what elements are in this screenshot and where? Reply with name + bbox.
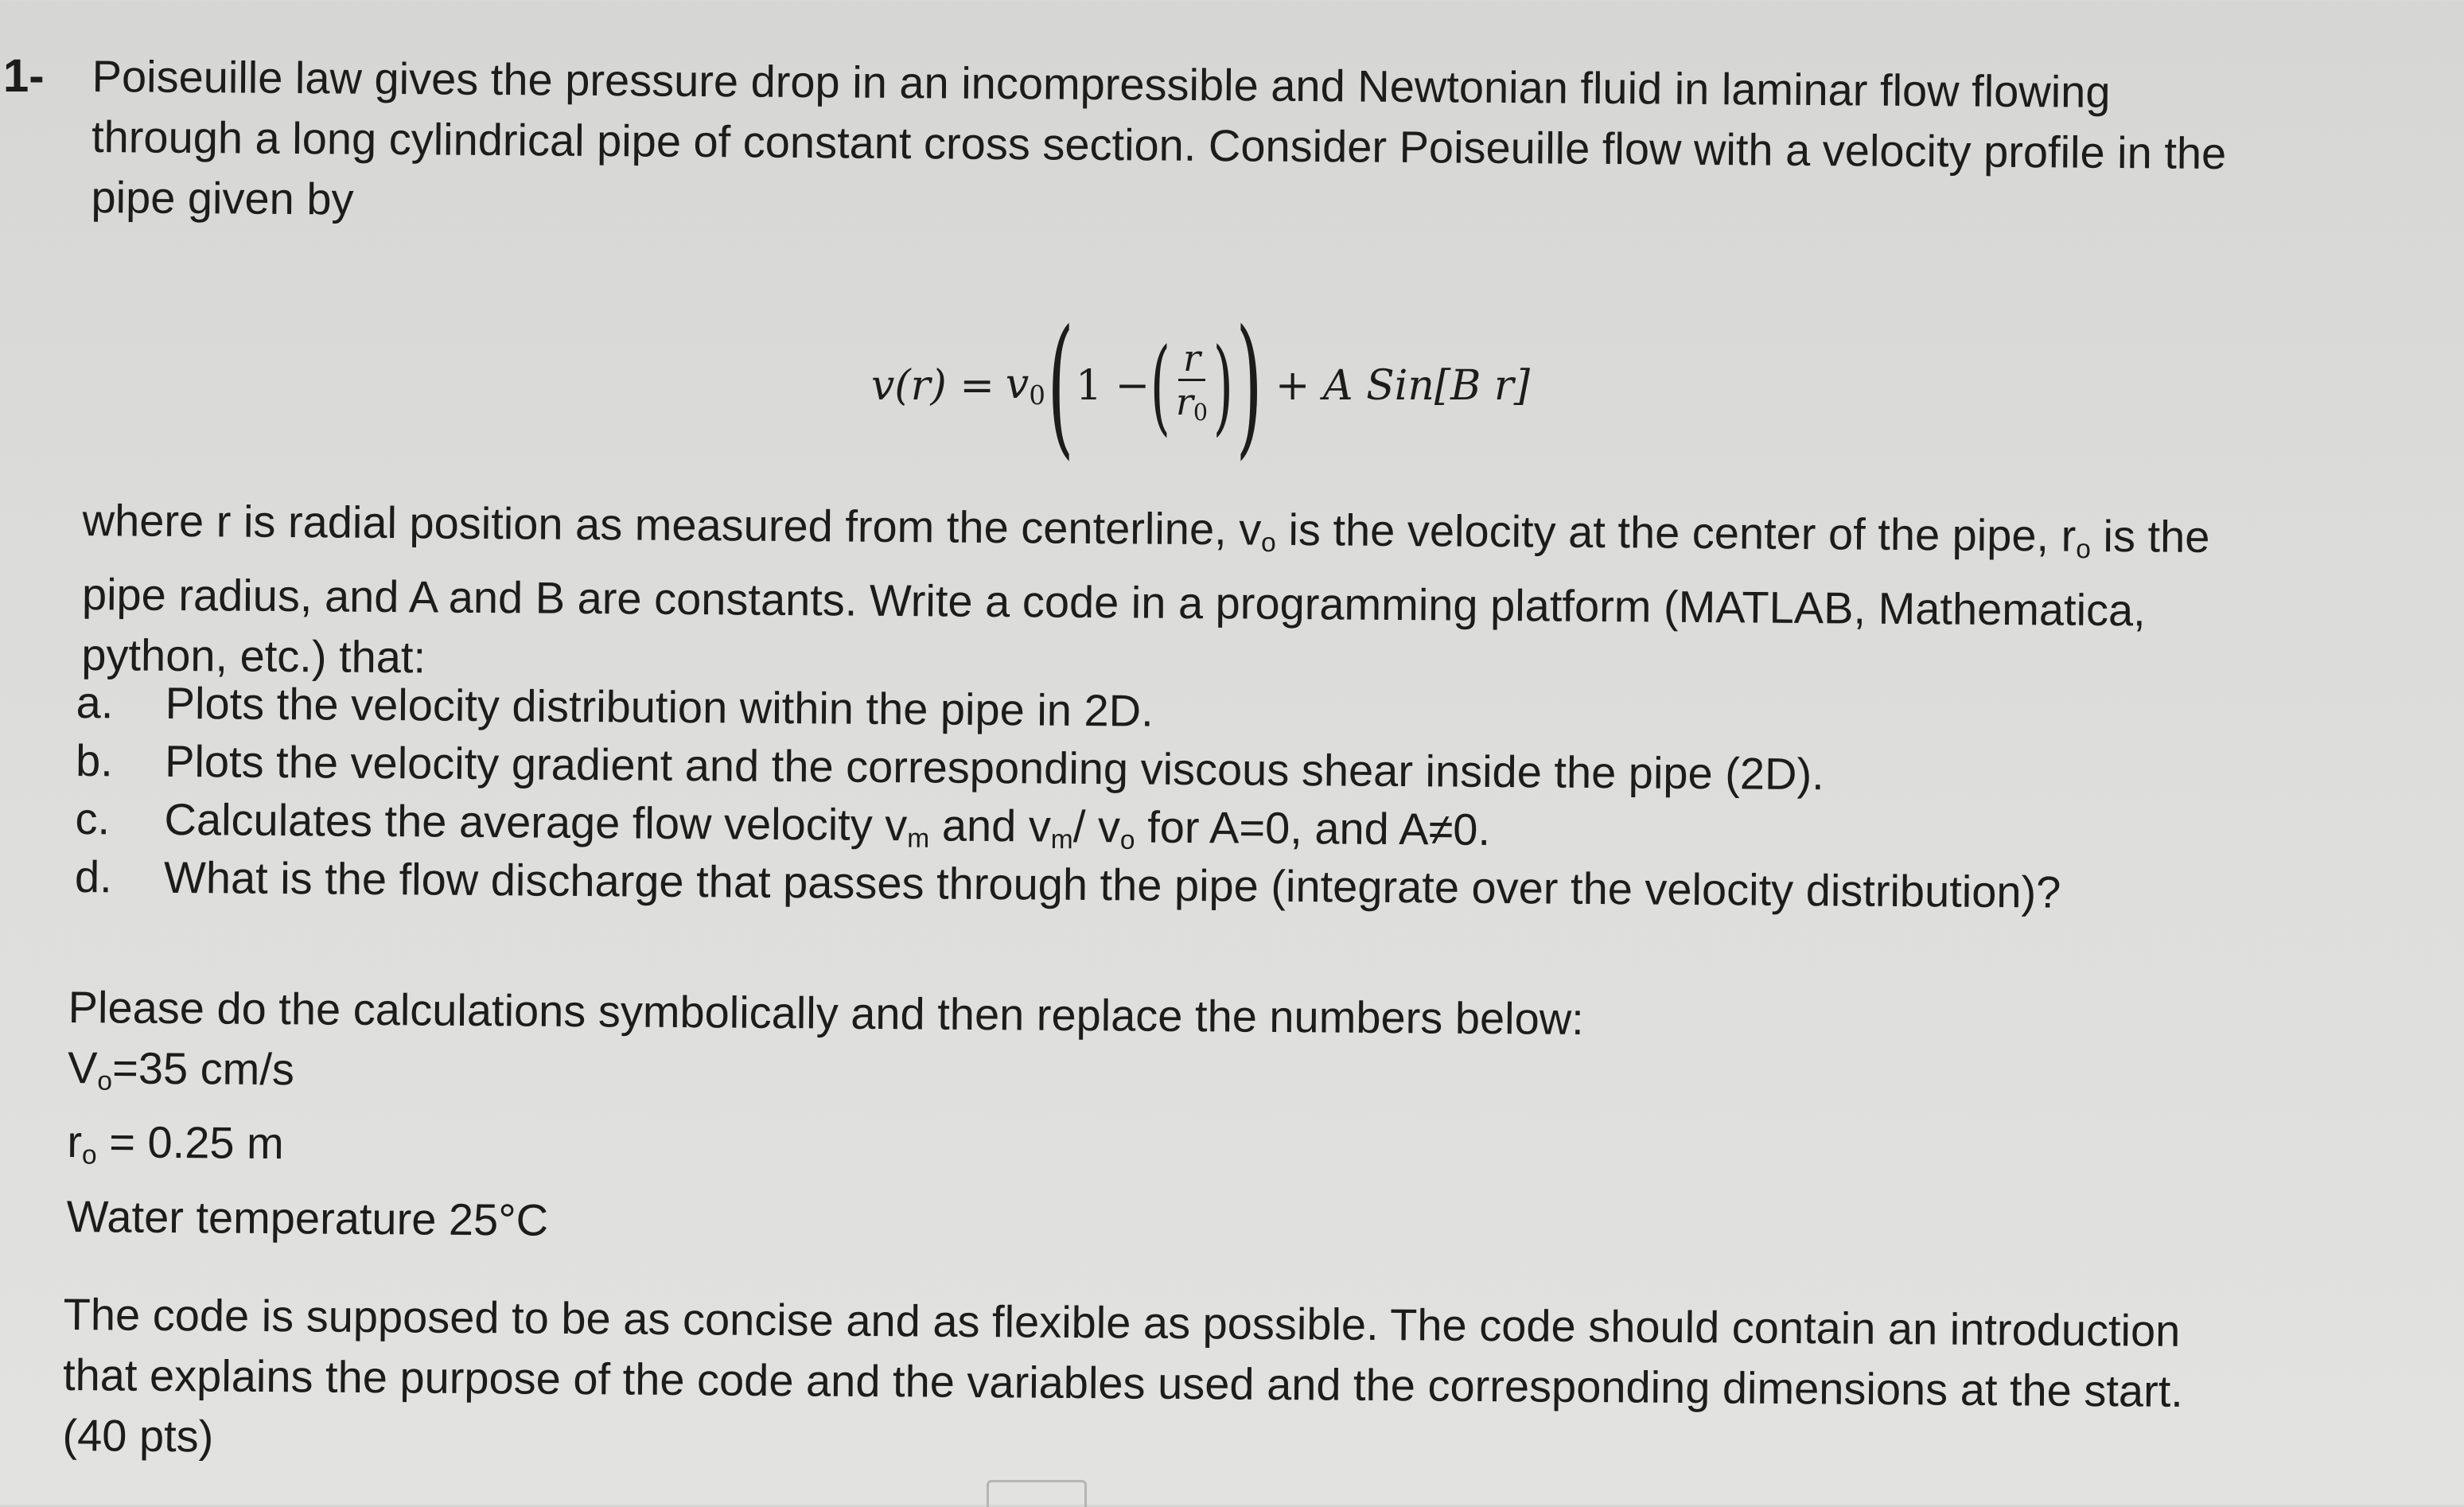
bottom-edge-tab: [987, 1480, 1087, 1507]
outro-line: that explains the purpose of the code and the variables used and the corresponding dimensions at the start.: [62, 1349, 2184, 1416]
parameters-block: [66, 977, 1584, 1259]
velocity-param: Vo=35 cm/s: [67, 1042, 295, 1096]
list-item: [75, 789, 1491, 855]
right-paren-inner: ): [1213, 325, 1234, 446]
temperature-param: Water temperature 25°C: [66, 1190, 549, 1245]
where-line: where r is radial position as measured from the centerline, vo is the velocity at the center of the pipe, ro is the: [82, 494, 2210, 565]
fraction-denominator: $r_0$: [1175, 380, 1209, 426]
list-marker: a.: [76, 676, 114, 728]
list-text: Plots the velocity gradient and the corresponding viscous shear inside the pipe (2D).: [164, 735, 1824, 800]
outro-paragraph: [62, 1284, 2339, 1483]
left-paren-inner: (: [1150, 325, 1171, 446]
list-item: [74, 847, 2061, 917]
question-number: 1-: [3, 50, 45, 102]
right-paren: ): [1236, 298, 1263, 473]
question-intro: [91, 46, 2336, 245]
list-marker: d.: [74, 851, 112, 902]
outro-line: The code is supposed to be as concise and as flexible as possible. The code should contain an introduction: [63, 1288, 2181, 1356]
equation-fraction: [1176, 337, 1208, 434]
list-text: Calculates the average flow velocity vm and vm/ vo for A=0, and A≠0.: [164, 793, 1491, 855]
list-text: What is the flow discharge that passes through the pipe (integrate over the velocity distribution)?: [163, 851, 2061, 917]
fraction-numerator: r: [1178, 337, 1205, 381]
intro-line: through a long cylindrical pipe of constant cross section. Consider Poiseuille flow with a velocity profile in the: [91, 111, 2227, 179]
equation-one-minus: 1 −: [1075, 362, 1150, 410]
where-line: pipe radius, and A and B are constants. Write a code in a programming platform (MATLAB, Mathematica,: [81, 569, 2146, 636]
equation-lhs: v(r) =: [871, 362, 995, 410]
left-paren: (: [1047, 298, 1074, 473]
list-text: Plots the velocity distribution within the pipe in 2D.: [165, 677, 1154, 736]
equation-tail: + A Sin[B r]: [1275, 362, 1530, 410]
task-list: [74, 673, 2061, 917]
velocity-equation: [871, 298, 1530, 473]
radius-param: ro = 0.25 m: [67, 1116, 284, 1171]
intro-line: Poiseuille law gives the pressure drop in an incompressible and Newtonian fluid in laminar flow flowing: [91, 50, 2111, 117]
outro-line: (40 pts): [62, 1409, 214, 1462]
list-marker: c.: [75, 792, 111, 844]
intro-line: pipe given by: [91, 171, 354, 224]
instructions-text: Please do the calculations symbolically and then replace the numbers below:: [68, 981, 1584, 1044]
where-paragraph: [81, 490, 2310, 703]
equation-v0: $v_0$: [1005, 360, 1045, 411]
where-line: python, etc.) that:: [81, 629, 426, 683]
list-marker: b.: [75, 734, 114, 786]
